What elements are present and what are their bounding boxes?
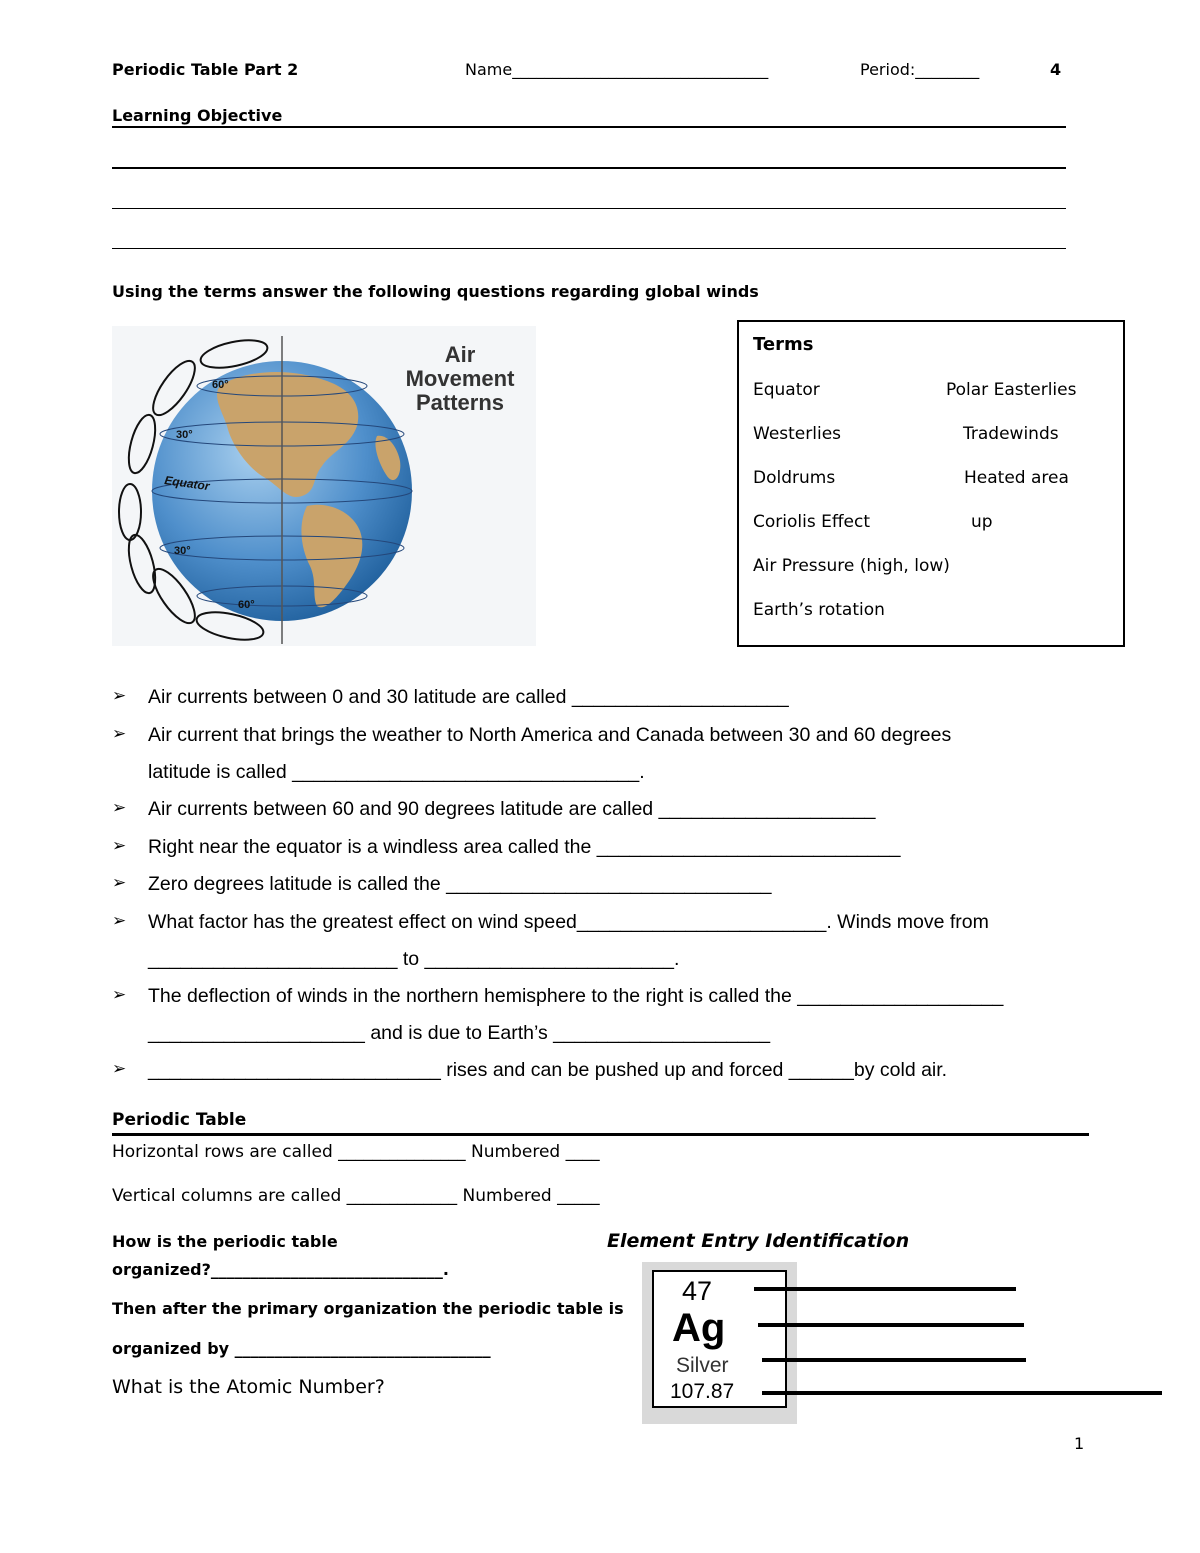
name-answer-line[interactable] xyxy=(762,1358,1026,1362)
figure-title-line1: Air xyxy=(444,342,476,367)
figure-title-line3: Patterns xyxy=(415,390,505,415)
lat-30n-label: 30° xyxy=(176,429,193,441)
mass-answer-line[interactable] xyxy=(762,1391,1162,1395)
lat-30s-label: 30° xyxy=(174,545,191,557)
arrow-bullet-icon: ➢ xyxy=(112,724,127,743)
globe-illustration xyxy=(112,326,536,646)
term-equator: Equator xyxy=(753,380,820,400)
arrow-bullet-icon: ➢ xyxy=(112,985,127,1004)
term-air-pressure: Air Pressure (high, low) xyxy=(753,556,950,576)
element-entry-heading: Element Entry Identification xyxy=(607,1230,910,1252)
objective-line-1[interactable] xyxy=(112,126,1066,128)
term-up: up xyxy=(971,512,993,532)
organized-question-line1: How is the periodic table xyxy=(112,1232,338,1251)
periodic-divider xyxy=(112,1133,1089,1136)
learning-objective-label: Learning Objective xyxy=(112,106,283,125)
arrow-bullet-icon: ➢ xyxy=(112,873,127,892)
arrow-bullet-icon: ➢ xyxy=(112,686,127,705)
term-westerlies: Westerlies xyxy=(753,424,842,444)
arrow-bullet-icon: ➢ xyxy=(112,836,127,855)
objective-line-3[interactable] xyxy=(112,208,1066,209)
columns-question[interactable]: Vertical columns are called _____________ Numbered _____ xyxy=(112,1186,600,1206)
then-question-line2[interactable]: organized by ________________________________ xyxy=(112,1339,491,1358)
terms-heading: Terms xyxy=(753,334,814,355)
lat-60s-label: 60° xyxy=(238,599,255,611)
term-heated-area: Heated area xyxy=(964,468,1069,488)
period-field[interactable]: Period:________ xyxy=(860,60,980,79)
objective-line-2[interactable] xyxy=(112,167,1066,169)
element-atomic-number: 47 xyxy=(682,1276,713,1306)
page-number: 1 xyxy=(1074,1434,1085,1453)
term-polar-easterlies: Polar Easterlies xyxy=(946,380,1077,400)
organized-question-line2[interactable]: organized?_____________________________. xyxy=(112,1260,449,1279)
element-symbol: Ag xyxy=(672,1306,726,1350)
term-tradewinds: Tradewinds xyxy=(963,424,1059,444)
then-question-line1: Then after the primary organization the periodic table is xyxy=(112,1299,624,1318)
term-doldrums: Doldrums xyxy=(753,468,836,488)
term-coriolis-effect: Coriolis Effect xyxy=(753,512,871,532)
periodic-heading: Periodic Table xyxy=(112,1110,247,1130)
atomic-number-question: What is the Atomic Number? xyxy=(112,1376,385,1398)
arrow-bullet-icon: ➢ xyxy=(112,798,127,817)
name-field[interactable]: Name________________________________ xyxy=(465,60,769,79)
air-movement-figure xyxy=(112,326,536,646)
lat-60n-label: 60° xyxy=(212,379,229,391)
arrow-bullet-icon: ➢ xyxy=(112,911,127,930)
rows-question[interactable]: Horizontal rows are called _______________ Numbered ____ xyxy=(112,1142,600,1162)
term-earths-rotation: Earth’s rotation xyxy=(753,600,885,620)
worksheet-title: Periodic Table Part 2 xyxy=(112,60,299,79)
arrow-bullet-icon: ➢ xyxy=(112,1059,127,1078)
figure-title-line2: Movement xyxy=(405,366,515,391)
element-atomic-mass: 107.87 xyxy=(670,1380,735,1403)
symbol-answer-line[interactable] xyxy=(758,1323,1024,1327)
instructions: Using the terms answer the following questions regarding global winds xyxy=(112,282,759,301)
terms-box xyxy=(737,320,1125,647)
header-number: 4 xyxy=(1050,60,1062,79)
objective-line-4[interactable] xyxy=(112,248,1066,249)
element-name: Silver xyxy=(676,1354,729,1377)
number-answer-line[interactable] xyxy=(754,1287,1016,1291)
equator-label: Equator xyxy=(163,473,211,494)
